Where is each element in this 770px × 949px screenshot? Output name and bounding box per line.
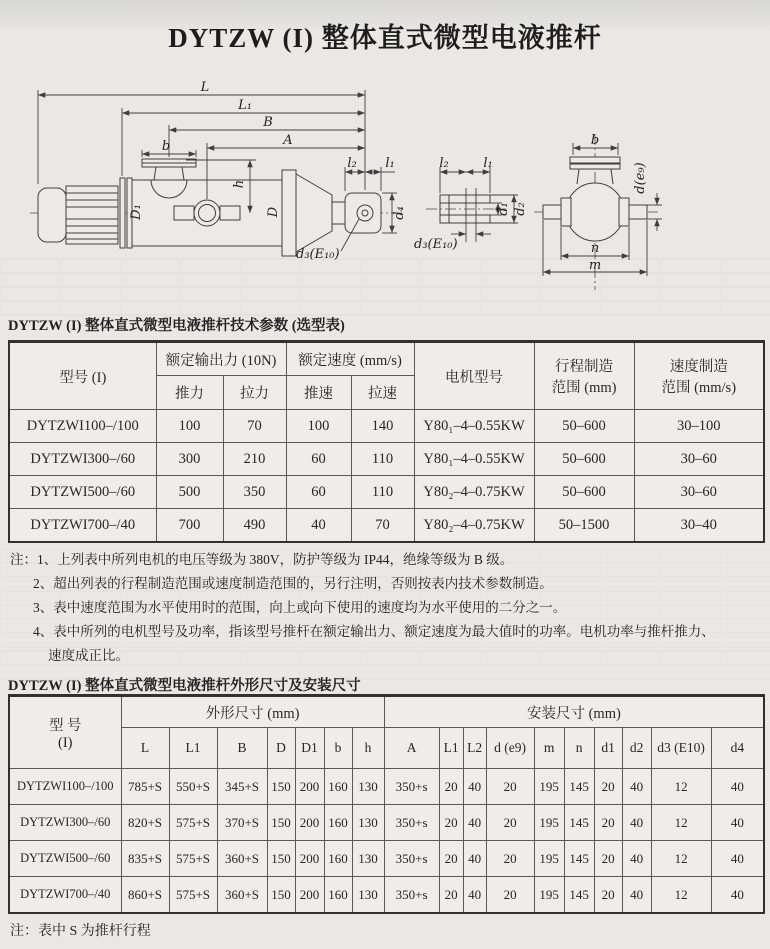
col-header: d3 (E10) [651, 728, 711, 769]
table-cell: 50–1500 [534, 509, 634, 543]
stroke-note: 注：表中 S 为推杆行程 [10, 924, 151, 939]
table-cell: 40 [711, 805, 764, 841]
table-cell: 150 [267, 769, 295, 805]
dim-label-D1: D₁ [129, 204, 144, 220]
dim-label-de9: d(e₉) [633, 162, 648, 194]
table-cell: 200 [295, 841, 324, 877]
model-header-line1: 型 号 [48, 717, 82, 734]
table-cell: 50–600 [534, 410, 634, 443]
table-cell: 160 [324, 877, 352, 914]
table-cell: 20 [486, 805, 534, 841]
dim-label-l2-section: l₂ [439, 156, 449, 171]
speed-range-line2: 范围 (mm/s) [661, 380, 737, 396]
table2-section-label: DYTZW (I) 整体直式微型电液推杆外形尺寸及安装尺寸 [8, 678, 361, 694]
note-line: 4、表中所列的电机型号及功率，指该型号推杆在额定输出力、额定速度为最大值时的功率。电机功率与推杆推力、 [33, 624, 715, 639]
table-cell: DYTZWI100–/100 [9, 410, 156, 443]
side-view-drawing [30, 80, 407, 262]
table-cell: 20 [486, 877, 534, 914]
clevis-section-drawing [414, 156, 528, 252]
note-line: 3、表中速度范围为水平使用时的范围，向上或向下使用的速度均为水平使用的二分之一。 [33, 600, 567, 615]
table-cell: 60 [286, 443, 351, 476]
table-cell: Y80₁–4–0.55KW [414, 443, 534, 476]
table-cell: 300 [156, 443, 223, 476]
table-cell: 160 [324, 805, 352, 841]
table-cell: 30–60 [634, 476, 764, 509]
table-cell: 12 [651, 841, 711, 877]
col-header: L2 [463, 728, 486, 769]
table-cell: 20 [486, 769, 534, 805]
table-cell: 50–600 [534, 443, 634, 476]
col-header: m [534, 728, 564, 769]
table-cell: 40 [286, 509, 351, 543]
table-row [9, 877, 764, 914]
table-cell: 500 [156, 476, 223, 509]
dim-label-L1: L₁ [238, 98, 252, 113]
table-cell: 350+s [384, 805, 439, 841]
table-cell: 575+S [169, 805, 217, 841]
table-cell: 20 [439, 805, 463, 841]
col-header: A [384, 728, 439, 769]
table-cell: 40 [463, 877, 486, 914]
table-cell: 160 [324, 841, 352, 877]
notes-block [10, 548, 760, 668]
table-cell: 30–40 [634, 509, 764, 543]
col-header: d (e9) [486, 728, 534, 769]
col-header-model [9, 696, 121, 769]
table-cell: 40 [463, 841, 486, 877]
table-cell: Y80₂–4–0.75KW [414, 476, 534, 509]
col-header-pull-speed: 拉速 [351, 376, 414, 410]
table-cell: DYTZWI300–/60 [9, 805, 121, 841]
dim-label-l1: l₁ [385, 156, 395, 171]
table-cell: Y80₂–4–0.75KW [414, 509, 534, 543]
col-group-install: 安装尺寸 (mm) [384, 696, 764, 728]
note-line: 注：1、上列表中所列电机的电压等级为 380V，防护等级为 IP44，绝缘等级为 B 级。 [10, 552, 514, 567]
table-cell: 12 [651, 877, 711, 914]
table-cell: 345+S [217, 769, 267, 805]
table-cell: 350 [223, 476, 286, 509]
dim-label-L: L [200, 80, 210, 95]
table-cell: 130 [352, 769, 384, 805]
table-cell: 70 [223, 410, 286, 443]
table-cell: 360+S [217, 877, 267, 914]
table-cell: 140 [351, 410, 414, 443]
dim-label-A: A [283, 133, 293, 148]
table-cell: 195 [534, 877, 564, 914]
table-cell: 130 [352, 877, 384, 914]
col-header-push-speed: 推速 [286, 376, 351, 410]
table-cell: 50–600 [534, 476, 634, 509]
table-cell: 20 [439, 877, 463, 914]
table-cell: 20 [594, 805, 622, 841]
end-view-drawing [534, 133, 662, 290]
table-cell: Y80₁–4–0.55KW [414, 410, 534, 443]
dim-label-l2: l₂ [347, 156, 357, 171]
table-cell: 40 [622, 769, 651, 805]
table-cell: 40 [711, 841, 764, 877]
table-cell: 20 [439, 841, 463, 877]
table-cell: 145 [564, 877, 594, 914]
table-cell: 550+S [169, 769, 217, 805]
col-header: b [324, 728, 352, 769]
table-cell: 350+s [384, 877, 439, 914]
table-row [9, 841, 764, 877]
stroke-range-line2: 范围 (mm) [551, 380, 617, 396]
col-header: D [267, 728, 295, 769]
table-cell: 70 [351, 509, 414, 543]
tech-params-table [8, 340, 765, 543]
table-row [9, 410, 764, 443]
page-title: DYTZW (I) 整体直式微型电液推杆 [168, 23, 602, 53]
col-header-rated-speed: 额定速度 (mm/s) [286, 342, 414, 376]
table-cell: 12 [651, 769, 711, 805]
table-cell: 100 [286, 410, 351, 443]
dim-label-d1: d₁ [496, 202, 511, 216]
table-cell: 40 [711, 769, 764, 805]
stroke-range-line1: 行程制造 [555, 359, 614, 375]
table-cell: 40 [622, 877, 651, 914]
table-cell: DYTZWI700–/40 [9, 509, 156, 543]
dim-label-b-endview: b [590, 133, 600, 148]
table-cell: 40 [622, 841, 651, 877]
col-header: L1 [439, 728, 463, 769]
table-cell: DYTZWI500–/60 [9, 476, 156, 509]
table-cell: 860+S [121, 877, 169, 914]
col-header: d1 [594, 728, 622, 769]
table-cell: 160 [324, 769, 352, 805]
table-cell: 835+S [121, 841, 169, 877]
table-cell: 130 [352, 805, 384, 841]
dim-label-b: b [161, 139, 171, 154]
dim-label-d3-section: d₃(E₁₀) [414, 237, 458, 252]
col-header-pull: 拉力 [223, 376, 286, 410]
table-cell: 195 [534, 841, 564, 877]
col-header-stroke-range [534, 342, 634, 410]
col-header: L [121, 728, 169, 769]
table-cell: 350+s [384, 769, 439, 805]
table-cell: DYTZWI100–/100 [9, 769, 121, 805]
table-cell: 370+S [217, 805, 267, 841]
col-header-output-force: 额定输出力 (10N) [156, 342, 286, 376]
table-cell: 200 [295, 877, 324, 914]
dim-label-d3: d₃(E₁₀) [296, 247, 340, 262]
table-row [9, 509, 764, 543]
table-row [9, 805, 764, 841]
table-cell: 700 [156, 509, 223, 543]
table-cell: 30–60 [634, 443, 764, 476]
table-cell: 40 [463, 805, 486, 841]
table1-section-label: DYTZW (I) 整体直式微型电液推杆技术参数 (选型表) [8, 318, 345, 334]
table-row [9, 476, 764, 509]
dim-label-n: n [590, 241, 600, 256]
col-header: B [217, 728, 267, 769]
table-cell: 145 [564, 805, 594, 841]
col-header: D1 [295, 728, 324, 769]
table-cell: 195 [534, 805, 564, 841]
table-cell: 40 [463, 769, 486, 805]
col-header: d4 [711, 728, 764, 769]
table-cell: 490 [223, 509, 286, 543]
col-header: L1 [169, 728, 217, 769]
table-cell: 150 [267, 805, 295, 841]
table-cell: 20 [439, 769, 463, 805]
table-cell: 145 [564, 769, 594, 805]
col-header-motor: 电机型号 [414, 342, 534, 410]
table-cell: 30–100 [634, 410, 764, 443]
table-cell: 360+S [217, 841, 267, 877]
table-cell: 350+s [384, 841, 439, 877]
table-cell: 130 [352, 841, 384, 877]
dim-label-m: m [588, 258, 602, 273]
table-cell: 150 [267, 877, 295, 914]
table-cell: 20 [486, 841, 534, 877]
table-cell: 100 [156, 410, 223, 443]
dim-label-d2: d₂ [513, 202, 528, 216]
col-header-push: 推力 [156, 376, 223, 410]
dim-label-h: h [232, 179, 247, 189]
table-cell: 575+S [169, 841, 217, 877]
table-cell: 40 [622, 805, 651, 841]
table-cell: 145 [564, 841, 594, 877]
table-cell: 12 [651, 805, 711, 841]
col-header: h [352, 728, 384, 769]
col-header: d2 [622, 728, 651, 769]
col-header-model: 型号 (I) [9, 342, 156, 410]
note-line: 2、超出列表的行程制造范围或速度制造范围的，另行注明，否则按表内技术参数制造。 [33, 576, 553, 591]
table-cell: 575+S [169, 877, 217, 914]
table-cell: DYTZWI700–/40 [9, 877, 121, 914]
table-row [9, 769, 764, 805]
table-cell: 110 [351, 443, 414, 476]
col-group-outline: 外形尺寸 (mm) [121, 696, 384, 728]
note-line: 速度成正比。 [48, 648, 129, 663]
technical-drawings [0, 72, 770, 307]
dim-label-d4: d₄ [392, 206, 407, 220]
table-cell: 210 [223, 443, 286, 476]
table-cell: DYTZWI300–/60 [9, 443, 156, 476]
table-cell: 820+S [121, 805, 169, 841]
col-header: n [564, 728, 594, 769]
table-cell: 150 [267, 841, 295, 877]
table-cell: 60 [286, 476, 351, 509]
table-cell: 20 [594, 877, 622, 914]
dim-label-B: B [263, 115, 273, 130]
table-row [9, 443, 764, 476]
table-cell: 785+S [121, 769, 169, 805]
dimensions-table [8, 694, 765, 914]
table-cell: 195 [534, 769, 564, 805]
table-cell: 20 [594, 841, 622, 877]
table-cell: 200 [295, 769, 324, 805]
table-cell: 200 [295, 805, 324, 841]
table-cell: 20 [594, 769, 622, 805]
col-header-speed-range [634, 342, 764, 410]
dim-label-l1-section: l₁ [483, 156, 493, 171]
table-cell: 110 [351, 476, 414, 509]
speed-range-line1: 速度制造 [669, 359, 728, 375]
dim-label-D: D [266, 206, 281, 218]
table-cell: DYTZWI500–/60 [9, 841, 121, 877]
table-cell: 40 [711, 877, 764, 914]
model-header-line2: (I) [58, 734, 73, 751]
